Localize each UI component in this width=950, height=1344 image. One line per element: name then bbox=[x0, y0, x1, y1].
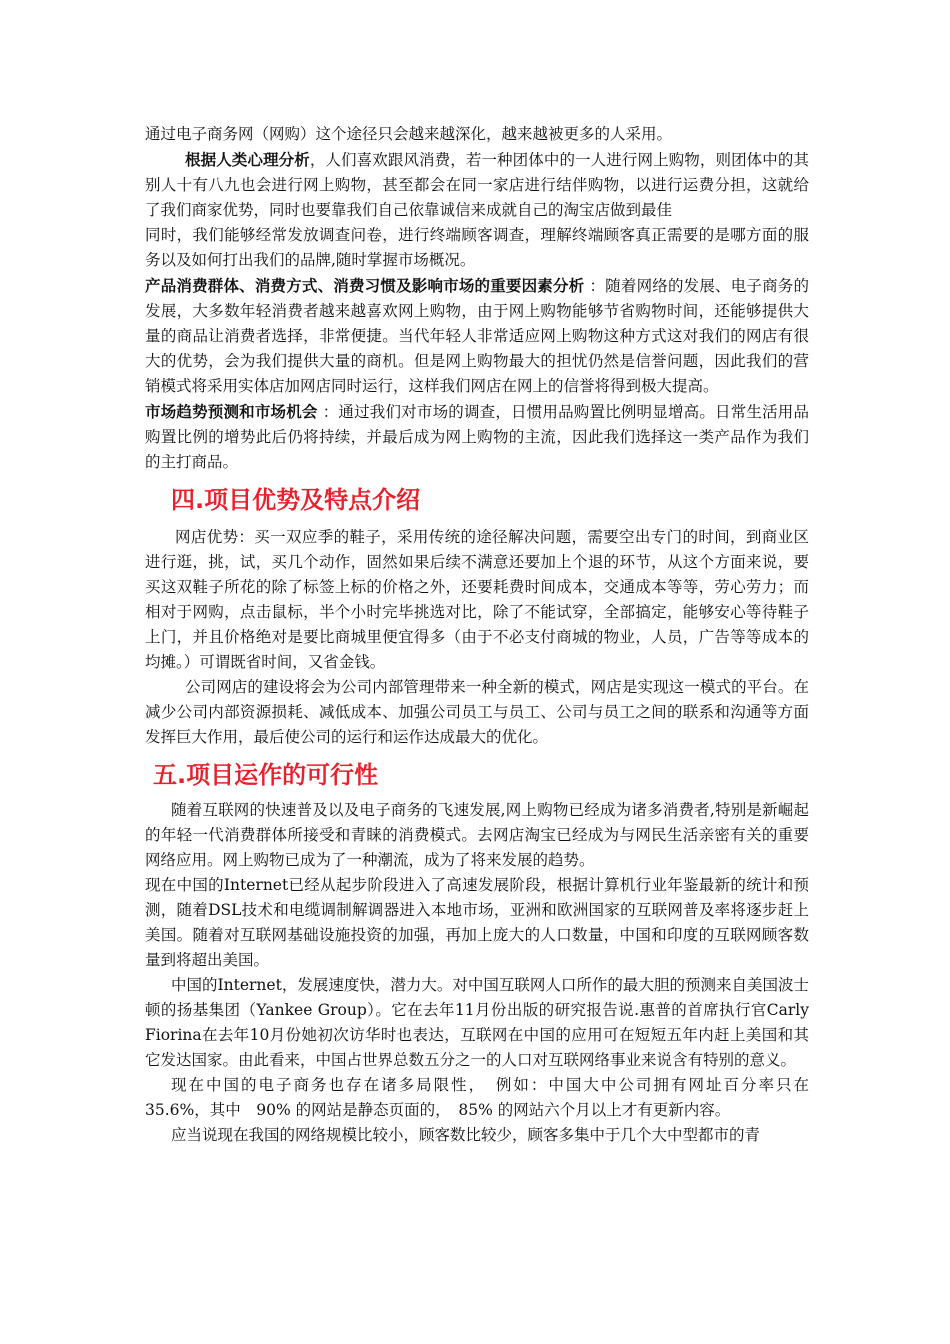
section-heading-4: 四.项目优势及特点介绍 bbox=[171, 486, 421, 514]
paragraph-lead-trend: 市场趋势预测和市场机会 bbox=[145, 402, 318, 421]
paragraph-s5-china-internet: 中国的Internet，发展速度快，潜力大。对中国互联网人口所作的最大胆的预测来自美国波士顿的扬基集团（Yankee Group）。它在去年11月份出版的研究报告说.惠普的首席执行官Carly Fiorina在去年10月份她初次访华时也表达，互联网在中国的应用可在短短五年内赶上美国和其它发达国家。由此看来，中国占世界总数五分之一的人口对互联网络事业来说含有特别的意义。 bbox=[145, 976, 809, 1069]
section-heading-5: 五.项目运作的可行性 bbox=[153, 761, 379, 789]
paragraph-lead-psychology: 根据人类心理分析 bbox=[185, 150, 310, 169]
paragraph-text-trend: ：通过我们对市场的调查，日惯用品购置比例明显增高。日常生活用品购置比例的增势此后仍将持续，并最后成为网上购物的主流，因此我们选择这一类产品作为我们的主打商品。 bbox=[145, 403, 809, 471]
paragraph-text-psychology: ，人们喜欢跟风消费，若一种团体中的一人进行网上购物，则团体中的其别人十有八九也会进行网上购物，甚至都会在同一家店进行结伴购物，以进行运费分担，这就给了我们商家优势，同时也要靠我们自己依靠诚信来成就自己的淘宝店做到最佳 bbox=[145, 151, 809, 219]
paragraph-s5-network-scale: 应当说现在我国的网络规模比较小，顾客数比较少，顾客多集中于几个大中型都市的青 bbox=[171, 1126, 761, 1144]
paragraph-survey: 同时，我们能够经常发放调查问卷，进行终端顾客调查，理解终端顾客真正需要的是哪方面的服务以及如何打出我们的品牌,随时掌握市场概况。 bbox=[145, 226, 809, 269]
paragraph-s4-company-store: 公司网店的建设将会为公司内部管理带来一种全新的模式，网店是实现这一模式的平台。在减少公司内部资源损耗、减低成本、加强公司员工与员工、公司与员工之间的联系和沟通等方面发挥巨大作用，最后使公司的运行和运作达成最大的优化。 bbox=[145, 678, 809, 746]
paragraph-s5-growth: 随着互联网的快速普及以及电子商务的飞速发展,网上购物已经成为诸多消费者,特别是新崛起的年轻一代消费群体所接受和青睐的消费模式。去网店淘宝已经成为与网民生活亲密有关的重要网络应用。网上购物已成为了一种潮流，成为了将来发展的趋势。 bbox=[145, 801, 809, 869]
paragraph-s5-internet-stage: 现在中国的Internet已经从起步阶段进入了高速发展阶段，根据计算机行业年鉴最新的统计和预测，随着DSL技术和电缆调制解调器进入本地市场，亚洲和欧洲国家的互联网普及率将逐步赶上美国。随着对互联网基础设施投资的加强，再加上庞大的人口数量，中国和印度的互联网顾客数量到将超出美国。 bbox=[145, 876, 809, 969]
paragraph-trend bbox=[145, 399, 809, 475]
paragraph-lead-consumer: 产品消费群体、消费方式、消费习惯及影响市场的重要因素分析 bbox=[145, 276, 585, 295]
document-body bbox=[145, 122, 825, 1148]
paragraph-intro-end: 通过电子商务网（网购）这个途径只会越来越深化，越来越被更多的人采用。 bbox=[145, 125, 673, 143]
paragraph-s5-limitations: 现在中国的电子商务也存在诸多局限性， 例如：中国大中公司拥有网址百分率只在 35.6%，其中 90% 的网站是静态页面的， 85% 的网站六个月以上才有更新内容。 bbox=[145, 1076, 825, 1119]
paragraph-s4-advantage: 网店优势：买一双应季的鞋子，采用传统的途径解决问题，需要空出专门的时间，到商业区进行逛，挑，试，买几个动作，固然如果后续不满意还要加上个退的环节，从这个方面来说，要买这双鞋子所花的除了标签上标的价格之外，还要耗费时间成本，交通成本等等，劳心劳力；而相对于网购，点击鼠标，半个小时完毕挑选对比，除了不能试穿，全部搞定，能够安心等待鞋子上门，并且价格绝对是要比商城里便宜得多（由于不必支付商城的物业，人员，广告等等成本的均摊。）可谓既省时间，又省金钱。 bbox=[145, 528, 809, 671]
paragraph-text-consumer: ：随着网络的发展、电子商务的发展，大多数年轻消费者越来越喜欢网上购物，由于网上购物能够节省购物时间，还能够提供大量的商品让消费者选择，非常便捷。当代年轻人非常适应网上购物这种方式这对我们的网店有很大的优势，会为我们提供大量的商机。但是网上购物最大的担忧仍然是信誉问题，因此我们的营销模式将采用实体店加网店同时运行，这样我们网店在网上的信誉将得到极大提高。 bbox=[145, 277, 809, 395]
paragraph-psychology bbox=[145, 147, 809, 223]
paragraph-consumer bbox=[145, 273, 809, 399]
